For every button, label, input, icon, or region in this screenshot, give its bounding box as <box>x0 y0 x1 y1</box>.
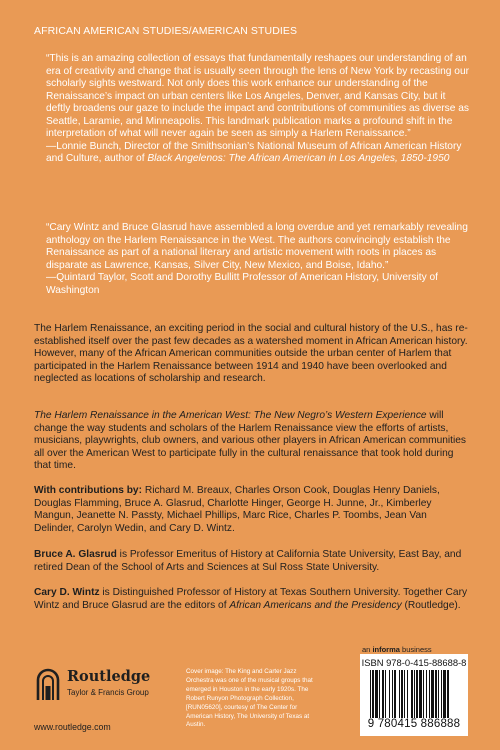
author-name: Cary D. Wintz <box>34 587 100 598</box>
contributors-paragraph: With contributions by: Richard M. Breaux, Charles Orson Cook, Douglas Henry Daniels, Douglas Flamming, Bruce A. Glasrud, Charlotte Hinger, George H. Junne, Jr., Kimberley Mangun, Jeanette N. Passty, Michael Phillips, Marc Rice, Charles P. Toombs, Jean Van Delinder, Carolyn Wedin, and Cary D. Wintz. <box>34 485 440 534</box>
category-label: AFRICAN AMERICAN STUDIES/AMERICAN STUDIES <box>34 25 298 37</box>
routledge-logo-icon <box>34 666 62 702</box>
author-bio-wintz: Cary D. Wintz is Distinguished Professor of History at Texas Southern University. Together Cary Wintz and Bruce Glasrud are the editors of African Americans and the Presidency (Routledge). <box>34 587 468 611</box>
isbn-barcode-box <box>360 654 468 736</box>
cover-image-credit: Cover image: The King and Carter Jazz Orchestra was one of the musical groups that emerged in Houston in the early 1920s. The Robert Runyon Photograph Collection, [RUN05620], courtesy of The Center for American History, The University of Texas at Austin. <box>186 668 313 729</box>
quote-attribution: —Lonnie Bunch, Director of the Smithsonian’s National Museum of African American History and Culture, author of Black Angelenos: The African American in Los Angeles, 1850-1950 <box>46 140 462 165</box>
isbn-label: ISBN 978-0-415-88688-8 <box>361 657 467 668</box>
publisher-url[interactable]: www.routledge.com <box>34 722 111 732</box>
barcode-digits: 9 780415 886888 <box>367 718 461 730</box>
description-paragraph: The Harlem Renaissance, an exciting period in the social and cultural history of the U.S., has re-established itself over the past few decades as a watershed moment in African American history. However, many of the African American communities outside the urban center of Harlem that participated in the Harlem Renaissance between 1914 and 1940 have been overlooked and neglected as locations of scholarship and research. <box>34 323 468 385</box>
contributors-label: With contributions by: <box>34 485 142 496</box>
author-bio-glasrud: Bruce A. Glasrud is Professor Emeritus of History at California State University, East Bay, and retired Dean of the School of Arts and Sciences at Sul Ross State University. <box>34 549 462 573</box>
informa-tagline: an informa business <box>362 645 432 654</box>
book-title: African Americans and the Presidency <box>229 599 402 611</box>
publisher-logo <box>34 666 164 736</box>
description-paragraph: The Harlem Renaissance in the American West: The New Negro’s Western Experience will change the way students and scholars of the Harlem Renaissance view the efforts of artists, musicians, playwrights, club owners, and various other players in African American communities all over the American West to participate fully in the cultural renaissance that took hold during that time. <box>34 410 467 472</box>
barcode-icon <box>370 670 458 718</box>
quote-text: “Cary Wintz and Bruce Glasrud have assembled a long overdue and yet remarkably revealing anthology on the Harlem Renaissance in the West. The authors convincingly establish the Renaissance as part of a national literary and artistic movement with roots in places as disparate as Lawrence, Kansas, Silver City, New Mexico, and Boise, Idaho.” <box>46 222 468 271</box>
publisher-group: Taylor & Francis Group <box>67 688 149 697</box>
review-quote-taylor <box>46 222 470 297</box>
review-quote-bunch <box>46 53 470 166</box>
publisher-name: Routledge <box>67 668 151 685</box>
quote-text: “This is an amazing collection of essays that fundamentally reshapes our understanding of an era of creativity and change that is usually seen through the lens of New York by recasting our scholarly sights westward. Not only does this work enhance our understanding of the Renaissance’s impact on urban centers like Los Angeles, Denver, and Kansas City, but it deftly broadens our gaze to include the impact and contributions of communities as diverse as Seattle, Laramie, and Minneapolis. This landmark publication marks a profound shift in the interpretation of what will never again be seen as simply a Harlem Renaissance.” <box>46 53 470 140</box>
book-title: Black Angelenos: The African American in Los Angeles, 1850-1950 <box>147 153 450 165</box>
book-title: The Harlem Renaissance in the American West: The New Negro’s Western Experience <box>34 410 427 421</box>
quote-attribution: —Quintard Taylor, Scott and Dorothy Bullitt Professor of American History, University of Washington <box>46 272 438 296</box>
author-name: Bruce A. Glasrud <box>34 549 117 560</box>
